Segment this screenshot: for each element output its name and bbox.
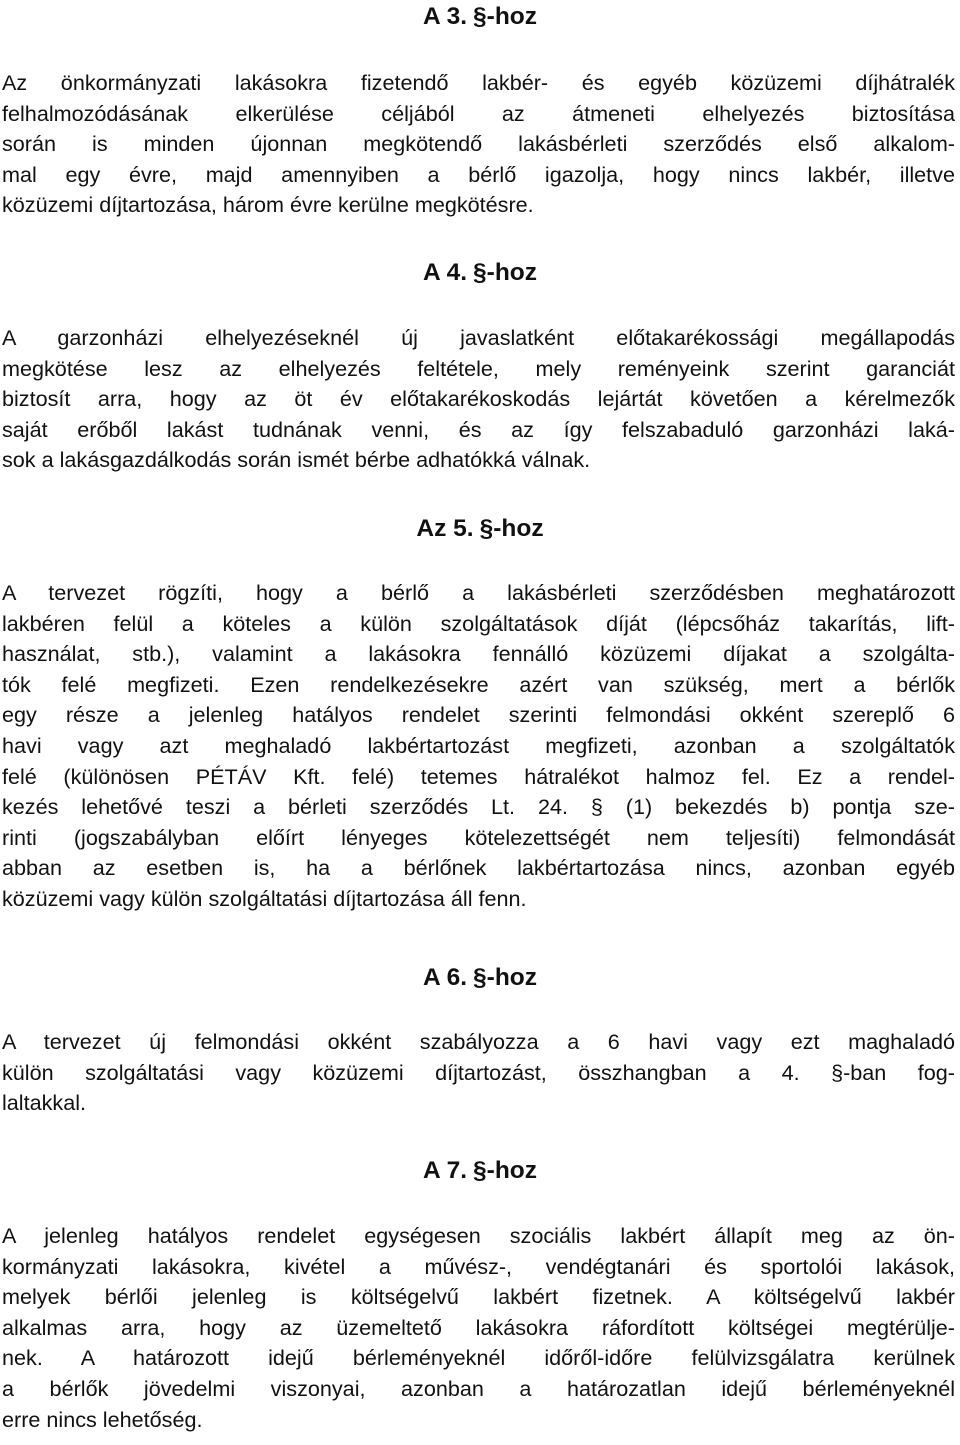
paragraph-line: felhalmozódásának elkerülése céljából az átmeneti elhelyezés biztosítása [2, 100, 955, 126]
section-heading-suffix: §-hoz [473, 3, 537, 30]
section-heading-label: A 4. [423, 259, 468, 286]
paragraph-line: rinti (jogszabályban előírt lényeges kötelezettségét nem teljesíti) felmondását [2, 824, 955, 850]
paragraph-line: közüzemi díjtartozása, három évre kerülne megkötésre. [2, 192, 534, 218]
section-heading-label: Az 5. [416, 515, 474, 542]
paragraph-line: A garzonházi elhelyezéseknél új javaslatként előtakarékossági megállapodás [2, 325, 955, 350]
paragraph-line: kezés lehetővé teszi a bérleti szerződés Lt. 24. § (1) bekezdés b) pontja sze- [2, 794, 955, 820]
paragraph-line: nek. A határozott idejű bérleményeknél időről-időre felülvizsgálatra kerülnek [2, 1345, 955, 1371]
section-heading-3 [0, 2, 960, 32]
section-paragraph-7 [2, 1221, 955, 1435]
paragraph-line: laltakkal. [2, 1090, 87, 1116]
paragraph-line: A tervezet rögzíti, hogy a bérlő a lakásbérleti szerződésben meghatározott [2, 580, 955, 605]
section-paragraph-6 [2, 1027, 955, 1119]
paragraph-line: melyek bérlői jelenleg is költségelvű lakbért fizetnek. A költségelvű lakbér [2, 1284, 955, 1310]
section-heading-4 [0, 258, 960, 288]
section-heading-suffix: §-hoz [473, 1157, 537, 1184]
section-heading-6 [0, 963, 960, 993]
paragraph-line: lakbéren felül a köteles a külön szolgáltatások díját (lépcsőház takarítás, lift- [2, 610, 955, 636]
paragraph-line: mal egy évre, majd amennyiben a bérlő igazolja, hogy nincs lakbér, illetve [2, 161, 955, 187]
paragraph-line: egy része a jelenleg hatályos rendelet szerinti felmondási okként szereplő 6 [2, 702, 955, 728]
section-paragraph-4 [2, 323, 955, 476]
section-paragraph-5 [2, 578, 955, 915]
section-heading-label: A 6. [423, 964, 468, 991]
section-heading-suffix: §-hoz [473, 259, 537, 286]
paragraph-line: külön szolgáltatási vagy közüzemi díjtartozást, összhangban a 4. §-ban fog- [2, 1059, 955, 1085]
paragraph-line: havi vagy azt meghaladó lakbértartozást megfizeti, azonban a szolgáltatók [2, 732, 955, 758]
section-heading-5 [0, 514, 960, 544]
section-heading-suffix: §-hoz [473, 964, 537, 991]
section-heading-label: A 7. [423, 1157, 468, 1184]
section-heading-suffix: §-hoz [479, 515, 544, 542]
paragraph-line: használat, stb.), valamint a lakásokra fennálló közüzemi díjakat a szolgálta- [2, 641, 955, 667]
paragraph-line: alkalmas arra, hogy az üzemeltető lakásokra ráfordított költségei megtérülje- [2, 1314, 955, 1340]
paragraph-line: A tervezet új felmondási okként szabályozza a 6 havi vagy ezt maghaladó [2, 1029, 955, 1054]
paragraph-line: saját erőből lakást tudnának venni, és az így felszabaduló garzonházi laká- [2, 416, 955, 442]
paragraph-line: erre nincs lehetőség. [2, 1406, 203, 1432]
paragraph-line: biztosít arra, hogy az öt év előtakarékoskodás lejártát követően a kérelmezők [2, 386, 955, 412]
paragraph-line: A jelenleg hatályos rendelet egységesen szociális lakbért állapít meg az ön- [2, 1223, 955, 1248]
section-heading-7 [0, 1156, 960, 1186]
paragraph-line: közüzemi vagy külön szolgáltatási díjtartozása áll fenn. [2, 885, 527, 911]
paragraph-line: felé (különösen PÉTÁV Kft. felé) tetemes hátralékot halmoz fel. Ez a rendel- [2, 763, 955, 789]
paragraph-line: sok a lakásgazdálkodás során ismét bérbe adhatókká válnak. [2, 447, 591, 473]
paragraph-line: a bérlők jövedelmi viszonyai, azonban a határozatlan idejű bérleményeknél [2, 1375, 955, 1401]
section-paragraph-3 [2, 68, 955, 221]
paragraph-line: Az önkormányzati lakásokra fizetendő lakbér- és egyéb közüzemi díjhátralék [2, 70, 955, 95]
paragraph-line: tók felé megfizeti. Ezen rendelkezésekre azért van szükség, mert a bérlők [2, 671, 955, 697]
paragraph-line: kormányzati lakásokra, kivétel a művész-, vendégtanári és sportolói lakások, [2, 1253, 955, 1279]
paragraph-line: abban az esetben is, ha a bérlőnek lakbértartozása nincs, azonban egyéb [2, 855, 955, 881]
section-heading-label: A 3. [423, 3, 468, 30]
paragraph-line: megkötése lesz az elhelyezés feltétele, mely reményeink szerint garanciát [2, 355, 955, 381]
paragraph-line: során is minden újonnan megkötendő lakásbérleti szerződés első alkalom- [2, 131, 955, 157]
